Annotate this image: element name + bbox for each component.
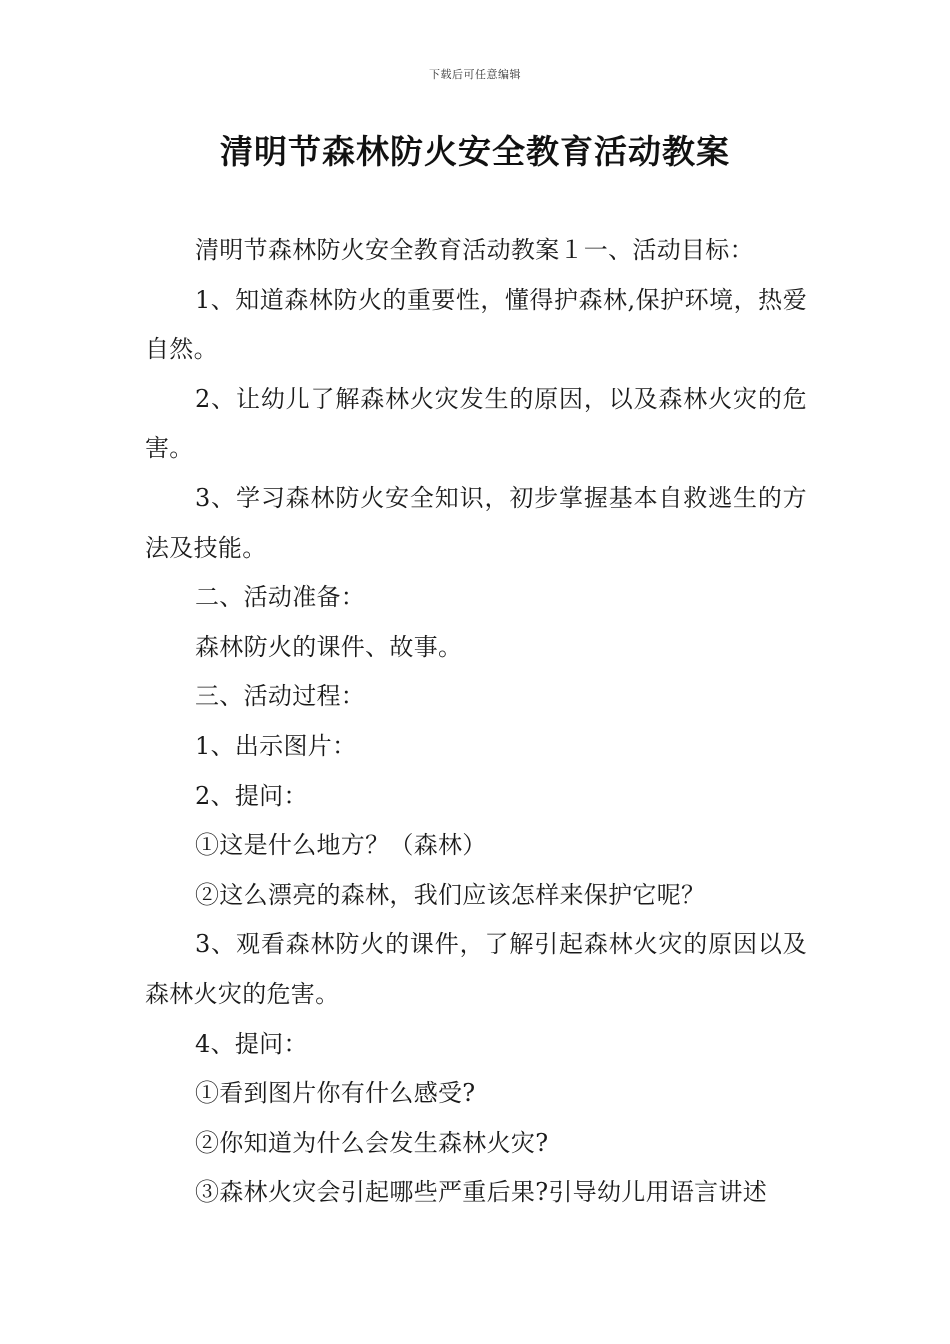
paragraph: ③森林火灾会引起哪些严重后果?引导幼儿用语言讲述 <box>195 1178 768 1207</box>
paragraph: 1、知道森林防火的重要性，懂得护森林,保护环境，热爱自然。 <box>145 285 807 364</box>
paragraph: ②你知道为什么会发生森林火灾? <box>195 1128 549 1157</box>
paragraph: 1、出示图片： <box>195 731 357 760</box>
paragraph: ①看到图片你有什么感受? <box>195 1079 476 1108</box>
paragraph: 4、提问： <box>195 1029 308 1058</box>
paragraph: 3、学习森林防火安全知识，初步掌握基本自救逃生的方法及技能。 <box>145 483 807 562</box>
paragraph: 清明节森林防火安全教育活动教案１一、活动目标： <box>195 236 754 264</box>
document-title: 清明节森林防火安全教育活动教案 <box>220 132 730 171</box>
paragraph: ①这是什么地方？（森林） <box>195 831 487 860</box>
header-note: 下载后可任意编辑 <box>429 68 521 81</box>
paragraph: 森林防火的课件、故事。 <box>195 632 463 661</box>
paragraph: 3、观看森林防火的课件，了解引起森林火灾的原因以及森林火灾的危害。 <box>145 930 807 1008</box>
document-body <box>145 226 807 1218</box>
paragraph: 2、让幼儿了解森林火灾发生的原因，以及森林火灾的危害。 <box>145 384 807 463</box>
paragraph: ②这么漂亮的森林，我们应该怎样来保护它呢？ <box>195 880 706 909</box>
paragraph: 2、提问： <box>195 781 308 810</box>
paragraph: 三、活动过程： <box>195 682 366 711</box>
paragraph: 二、活动准备： <box>195 583 366 612</box>
